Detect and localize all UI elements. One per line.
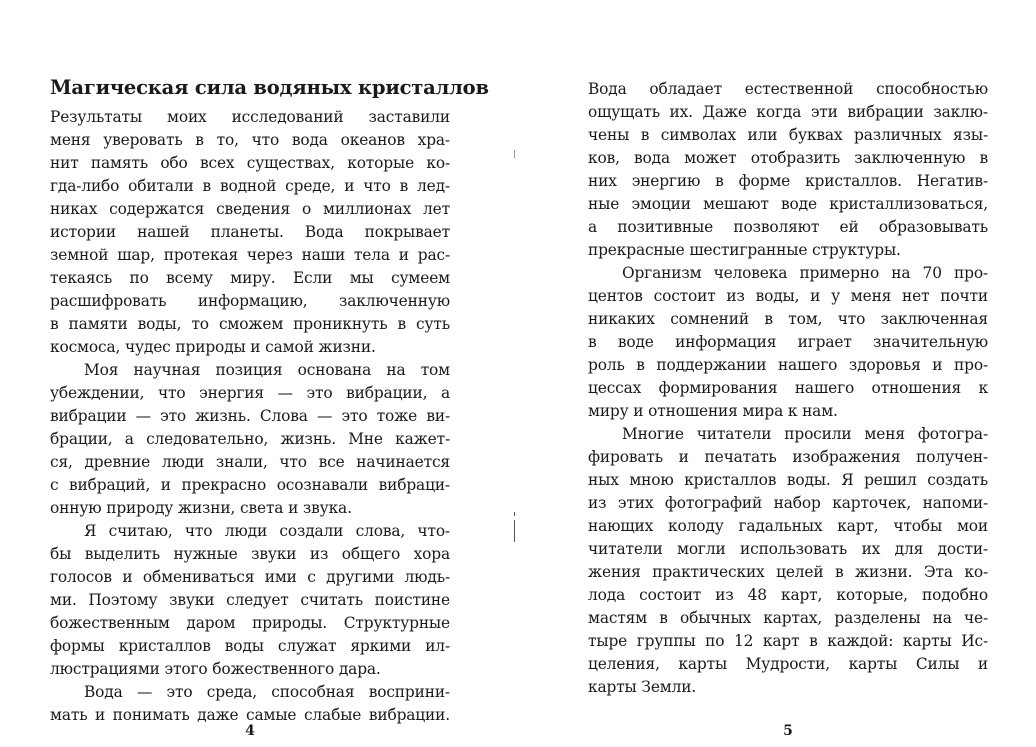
gutter-mark	[514, 520, 515, 542]
text-line: нающих колоду гадальных карт, чтобы мои	[588, 517, 988, 535]
text-line: мастям в обычных картах, разделены на че-	[588, 609, 988, 627]
text-line: жения практических целей в жизни. Эта ко-	[588, 563, 988, 581]
chapter-title: Магическая сила водяных кристаллов	[50, 76, 489, 99]
text-line: космоса, чудес природы и самой жизни.	[50, 338, 376, 356]
gutter-mark	[514, 512, 515, 516]
left-page-text	[50, 106, 450, 727]
text-line: ных мною кристаллов воды. Я решил создать	[588, 471, 988, 489]
text-line: мать и понимать даже самые слабые вибрации.	[50, 706, 450, 724]
text-line: Результаты моих исследований заставили	[50, 108, 450, 126]
text-line: в памяти воды, то сможем проникнуть в суть	[50, 315, 450, 333]
text-line: ные эмоции мешают воде кристаллизоваться,	[588, 195, 988, 213]
text-line: из этих фотографий набор карточек, напоми-	[588, 494, 988, 512]
text-line: ми. Поэтому звуки следует считать поистине	[50, 591, 450, 609]
text-line: убеждении, что энергия — это вибрации, а	[50, 384, 450, 402]
text-line: Организм человека примерно на 70 про-	[622, 264, 988, 282]
text-line: ощущать их. Даже когда эти вибрации заклю-	[588, 103, 988, 121]
text-line: Многие читатели просили меня фотогра-	[622, 425, 988, 443]
text-line: земной шар, протекая через наши тела и рас-	[50, 246, 450, 264]
text-line: ков, вода может отобразить заключенную в	[588, 149, 988, 167]
text-line: бы выделить нужные звуки из общего хора	[50, 545, 450, 563]
text-line: фировать и печатать изображения получен-	[588, 448, 988, 466]
text-line: в воде информация играет значительную	[588, 333, 988, 351]
text-line: с вибраций, и прекрасно осознавали вибраци-	[50, 476, 450, 494]
text-line: Моя научная позиция основана на том	[84, 361, 450, 379]
text-line: никаких сомнений в том, что заключенная	[588, 310, 988, 328]
text-line: них энергию в форме кристаллов. Негатив-	[588, 172, 988, 190]
text-line: голосов и обмениваться ими с другими людь-	[50, 568, 450, 586]
text-line: Я считаю, что люди создали слова, что-	[84, 522, 450, 540]
left-page	[50, 0, 489, 747]
text-line: чены в символах или буквах различных язы-	[588, 126, 988, 144]
page-number-right: 5	[783, 723, 793, 739]
text-line: Вода обладает естественной способностью	[588, 80, 988, 98]
right-page-text	[588, 78, 988, 699]
text-line: текаясь по всему миру. Если мы сумеем	[50, 269, 450, 287]
text-line: вибрации — это жизнь. Слова — это тоже ви-	[50, 407, 450, 425]
text-line: читатели могли использовать их для дости-	[588, 540, 988, 558]
text-line: Вода — это среда, способная восприни-	[84, 683, 450, 701]
text-line: истории нашей планеты. Вода покрывает	[50, 223, 450, 241]
text-line: миру и отношения мира к нам.	[588, 402, 838, 420]
text-line: целения, карты Мудрости, карты Силы и	[588, 655, 988, 673]
text-line: божественным даром природы. Структурные	[50, 614, 450, 632]
text-line: гда-либо обитали в водной среде, и что в лед-	[50, 177, 450, 195]
text-line: а позитивные позволяют ей образовывать	[588, 218, 988, 236]
text-line: центов состоит из воды, и у меня нет почти	[588, 287, 988, 305]
text-line: ся, древние люди знали, что все начинается	[50, 453, 450, 471]
text-line: тыре группы по 12 карт в каждой: карты Ис-	[588, 632, 988, 650]
text-line: роль в поддержании нашего здоровья и про-	[588, 356, 988, 374]
text-line: меня уверовать в то, что вода океанов хра-	[50, 131, 450, 149]
text-line: формы кристаллов воды служат яркими ил-	[50, 637, 450, 655]
text-line: люстрациями этого божественного дара.	[50, 660, 381, 678]
text-line: никах содержатся сведения о миллионах лет	[50, 200, 450, 218]
text-line: расшифровать информацию, заключенную	[50, 292, 450, 310]
page-number-left: 4	[245, 723, 255, 739]
text-line: брации, а следовательно, жизнь. Мне кажет-	[50, 430, 450, 448]
right-page	[588, 0, 988, 747]
text-line: карты Земли.	[588, 678, 697, 696]
text-line: прекрасные шестигранные структуры.	[588, 241, 901, 259]
text-line: цессах формирования нашего отношения к	[588, 379, 988, 397]
text-line: нит память обо всех существах, которые ко-	[50, 154, 450, 172]
text-line: лода состоит из 48 карт, которые, подобно	[588, 586, 988, 604]
text-line: онную природу жизни, света и звука.	[50, 499, 352, 517]
gutter-mark	[514, 150, 515, 158]
